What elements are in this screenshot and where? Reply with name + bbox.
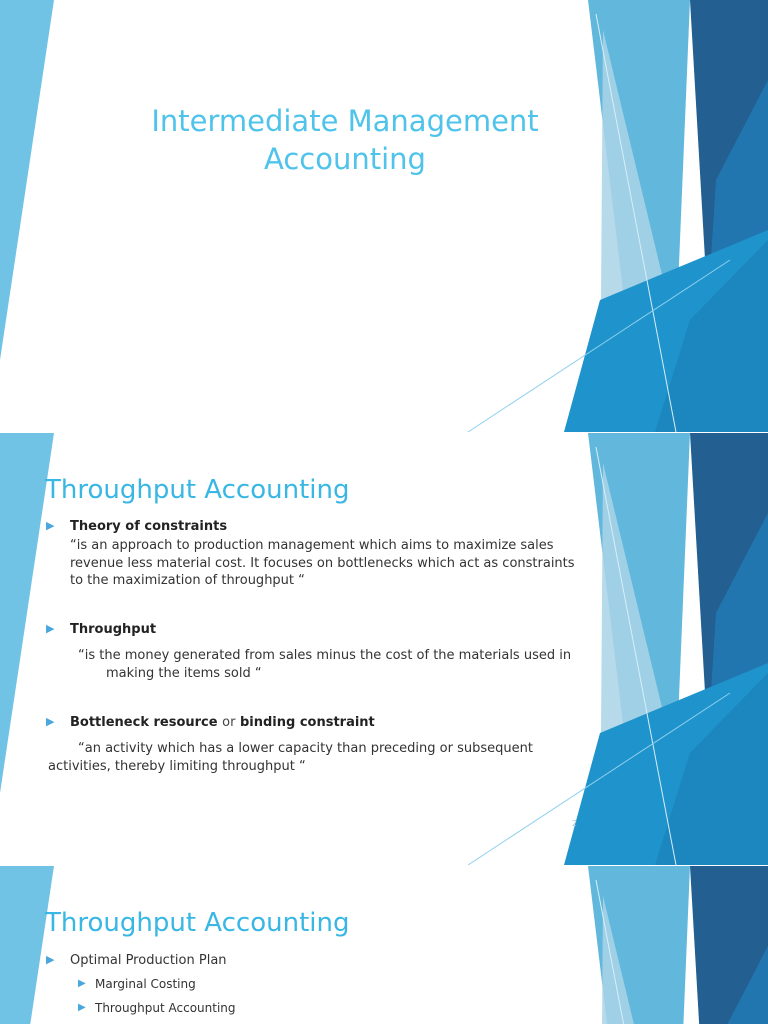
item-body-theory-of-constraints <box>70 537 575 590</box>
body-line: activities, thereby limiting throughput “ <box>48 758 306 774</box>
title-line-2: Accounting <box>264 142 426 176</box>
sub-bullet-arrow-icon: ▶ <box>78 978 86 989</box>
slide-title <box>0 102 690 178</box>
subitem-marginal-costing: Marginal Costing <box>95 977 196 991</box>
body-line: to the maximization of throughput “ <box>70 573 305 588</box>
item-title-bottleneck <box>70 715 375 730</box>
item-title-throughput: Throughput <box>70 622 157 637</box>
item-body-bottleneck <box>48 740 533 775</box>
item-title-theory-of-constraints: Theory of constraints <box>70 519 228 534</box>
title-slide <box>0 0 768 432</box>
slide-heading: Throughput Accounting <box>45 908 350 938</box>
bullet-arrow-icon: ▶ <box>46 953 55 966</box>
subitem-throughput-accounting: Throughput Accounting <box>95 1001 236 1015</box>
content-slide-throughput <box>0 433 768 865</box>
content-slide-optimal-plan <box>0 866 768 1024</box>
title-part-bottleneck-resource: Bottleneck resource <box>70 715 218 730</box>
sub-bullet-arrow-icon: ▶ <box>78 1002 86 1013</box>
title-line-1: Intermediate Management <box>151 104 539 138</box>
body-line: “is an approach to production management which aims to maximize sales <box>70 538 554 553</box>
body-line: “an activity which has a lower capacity than preceding or subsequent <box>78 741 533 756</box>
slide-heading: Throughput Accounting <box>45 475 350 505</box>
item-optimal-production-plan: Optimal Production Plan <box>70 953 227 968</box>
body-line: revenue less material cost. It focuses on bottlenecks which act as constraints <box>70 555 575 571</box>
title-or: or <box>222 715 236 730</box>
page-number: 2 <box>572 819 578 828</box>
bullet-arrow-icon: ▶ <box>46 622 55 635</box>
body-line: making the items sold “ <box>106 665 262 681</box>
bullet-arrow-icon: ▶ <box>46 715 55 728</box>
item-body-throughput <box>78 647 571 682</box>
decorative-background <box>0 0 768 432</box>
bullet-arrow-icon: ▶ <box>46 519 55 532</box>
body-line: “is the money generated from sales minus the cost of the materials used in <box>78 648 572 663</box>
title-part-binding-constraint: binding constraint <box>239 715 375 730</box>
